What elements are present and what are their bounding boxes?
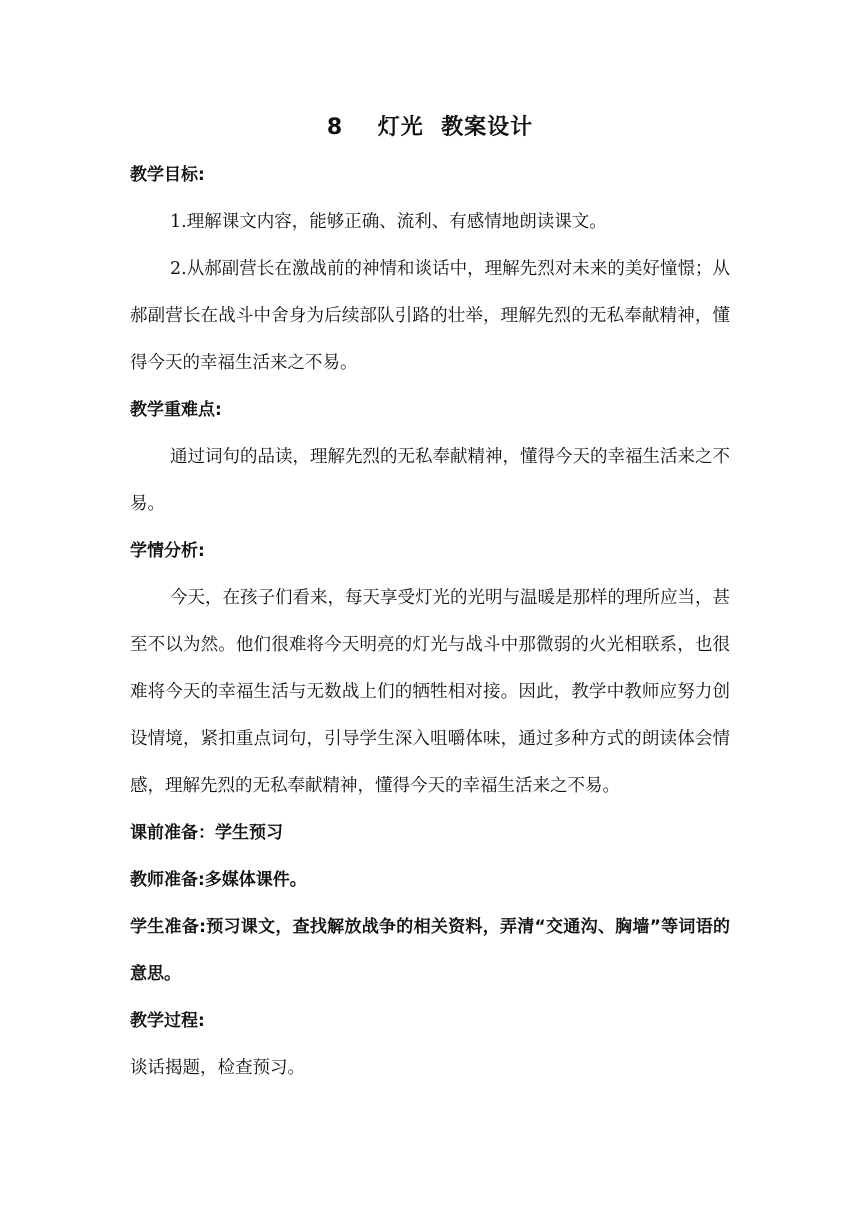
key-points-heading: 教学重难点:: [130, 400, 222, 420]
objective-item-2: 2.从郝副营长在激战前的神情和谈话中，理解先烈对未来的美好憧憬；从郝副营长在战斗中舍身为后续部队引路的壮举，理解先烈的无私奉献精神，懂得今天的幸福生活来之不易。: [130, 259, 730, 373]
pre-class-prep: 课前准备：学生预习: [130, 823, 283, 843]
analysis-paragraph: 今天，在孩子们看来，每天享受灯光的光明与温暖是那样的理所应当，甚至不以为然。他们很难将今天明亮的灯光与战斗中那微弱的火光相联系，也很难将今天的幸福生活与无数战上们的牺牲相对接。因此，教学中教师应努力创设情境，紧扣重点词句，引导学生深入咀嚼体味，通过多种方式的朗读体会情感，理解先烈的无私奉献精神，懂得今天的幸福生活来之不易。: [130, 588, 730, 796]
objective-item-1: 1.理解课文内容，能够正确、流利、有感情地朗读课文。: [170, 212, 607, 232]
student-prep: 学生准备:预习课文，查找解放战争的相关资料，弄清“交通沟、胸墙”等词语的意思。: [130, 917, 730, 984]
page-title: 8 灯光 教案设计: [326, 115, 534, 140]
analysis-heading: 学情分析:: [130, 541, 205, 561]
process-heading: 教学过程:: [130, 1011, 205, 1031]
document-body: [130, 108, 730, 1092]
teacher-prep: 教师准备:多媒体课件。: [130, 870, 307, 890]
objectives-heading: 教学目标:: [130, 165, 205, 185]
key-points-paragraph: 通过词句的品读，理解先烈的无私奉献精神，懂得今天的幸福生活来之不易。: [130, 447, 730, 514]
process-step-1: 谈话揭题，检查预习。: [130, 1058, 305, 1078]
